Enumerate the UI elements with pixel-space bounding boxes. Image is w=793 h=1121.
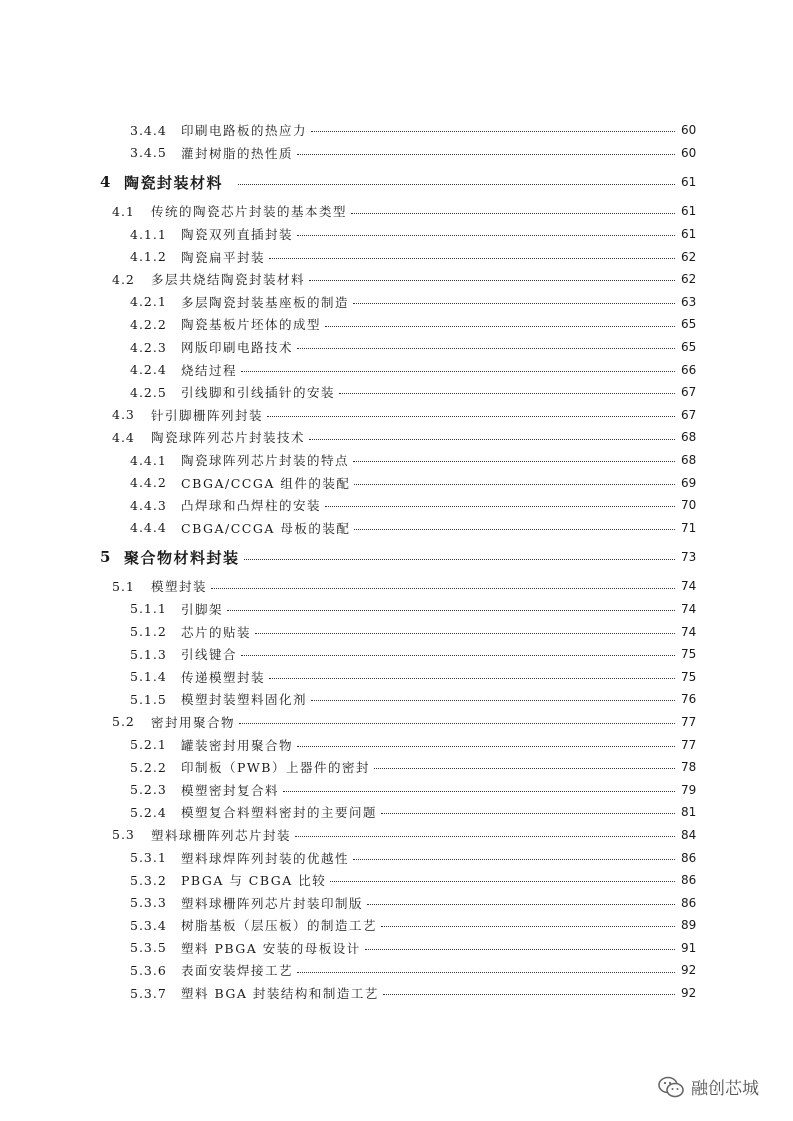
toc-entry-title: 陶瓷封装材料 <box>124 172 227 193</box>
toc-page-number: 79 <box>681 782 697 797</box>
toc-entry-row <box>0 846 793 869</box>
toc-entry-row <box>0 404 793 427</box>
toc-entry-row <box>0 643 793 666</box>
toc-page-number: 89 <box>681 918 697 933</box>
toc-entry-title: 陶瓷基板片坯体的成型 <box>181 315 325 333</box>
toc-page-number: 60 <box>681 145 697 160</box>
toc-chapter-row <box>0 539 793 575</box>
toc-entry-title: 表面安装焊接工艺 <box>181 961 297 979</box>
toc-entry-title: 芯片的贴装 <box>181 623 255 641</box>
toc-page-number: 78 <box>681 760 697 775</box>
toc-dot-leader <box>374 768 675 769</box>
toc-page-number: 84 <box>681 827 697 842</box>
toc-page-number: 86 <box>681 850 697 865</box>
toc-entry-number: 4.4.4 <box>130 520 167 536</box>
toc-entry-number: 5.2.4 <box>130 804 167 820</box>
toc-entry-title: 针引脚栅阵列封装 <box>151 406 267 424</box>
toc-entry-number: 5.1.4 <box>130 669 167 685</box>
toc-page-number: 67 <box>681 385 697 400</box>
toc-chapter-row <box>0 164 793 200</box>
toc-entry-title: 塑料球焊阵列封装的优越性 <box>181 849 353 867</box>
toc-entry-title: 陶瓷球阵列芯片封装技术 <box>151 428 309 446</box>
toc-entry-title: 罐装密封用聚合物 <box>181 736 297 754</box>
toc-entry-title: 塑料 BGA 封装结构和制造工艺 <box>181 984 383 1002</box>
toc-entry-number: 4.1.1 <box>130 226 167 242</box>
toc-page-number: 77 <box>681 737 697 752</box>
toc-entry-number: 5.3 <box>112 827 135 843</box>
toc-dot-leader <box>269 678 675 679</box>
toc-entry-title: 模塑复合料塑料密封的主要问题 <box>181 803 381 821</box>
toc-page-number: 66 <box>681 362 697 377</box>
toc-entry-number: 5.3.1 <box>130 850 167 866</box>
watermark-text: 融创芯城 <box>691 1079 759 1099</box>
toc-entry-number: 5.3.6 <box>130 962 167 978</box>
toc-entry-row <box>0 598 793 621</box>
toc-entry-title: 印制板（PWB）上器件的密封 <box>181 758 374 776</box>
toc-dot-leader <box>330 881 675 882</box>
toc-entry-row <box>0 982 793 1005</box>
toc-entry-row <box>0 801 793 824</box>
toc-page-number: 68 <box>681 430 697 445</box>
toc-dot-leader <box>241 655 675 656</box>
toc-entry-row <box>0 358 793 381</box>
toc-dot-leader <box>297 746 675 747</box>
toc-entry-title: 灌封树脂的热性质 <box>181 144 297 162</box>
toc-entry-number: 5.2.3 <box>130 782 167 798</box>
toc-entry-row <box>0 688 793 711</box>
toc-page-number: 69 <box>681 475 697 490</box>
toc-entry-row <box>0 426 793 449</box>
toc-dot-leader <box>354 529 675 530</box>
toc-entry-title: 陶瓷扁平封装 <box>181 248 269 266</box>
toc-entry-number: 5.1.2 <box>130 624 167 640</box>
toc-entry-row <box>0 291 793 314</box>
toc-entry-row <box>0 517 793 540</box>
toc-entry-row <box>0 711 793 734</box>
toc-page-number: 70 <box>681 498 697 513</box>
toc-dot-leader <box>241 371 675 372</box>
toc-dot-leader <box>311 131 675 132</box>
toc-dot-leader <box>255 633 675 634</box>
toc-entry-title: 模塑密封复合料 <box>181 781 283 799</box>
wechat-icon <box>657 1075 685 1099</box>
toc-page-number: 77 <box>681 714 697 729</box>
toc-dot-leader <box>227 610 675 611</box>
toc-entry-row <box>0 381 793 404</box>
toc-entry-row <box>0 937 793 960</box>
toc-entry-number: 5.3.5 <box>130 940 167 956</box>
toc-page-number: 60 <box>681 123 697 138</box>
toc-page-number: 62 <box>681 272 697 287</box>
toc-entry-number: 4.3 <box>112 407 135 423</box>
toc-entry-number: 4.4 <box>112 429 135 445</box>
toc-dot-leader <box>297 235 675 236</box>
toc-entry-title: CBGA/CCGA 母板的装配 <box>181 519 354 537</box>
toc-dot-leader <box>297 348 675 349</box>
toc-dot-leader <box>238 559 675 560</box>
toc-entry-row <box>0 142 793 165</box>
toc-entry-number: 4.2 <box>112 271 135 287</box>
toc-entry-title: CBGA/CCGA 组件的装配 <box>181 474 354 492</box>
toc-entry-title: 传递模塑封装 <box>181 668 269 686</box>
toc-dot-leader <box>351 213 675 214</box>
toc-entry-number: 3.4.5 <box>130 145 167 161</box>
toc-entry-title: 聚合物材料封装 <box>124 547 244 568</box>
toc-page-number: 61 <box>681 204 697 219</box>
toc-page-number: 67 <box>681 407 697 422</box>
toc-entry-number: 5.2 <box>112 714 135 730</box>
toc-dot-leader <box>381 926 675 927</box>
toc-entry-row <box>0 268 793 291</box>
toc-page-number: 62 <box>681 249 697 264</box>
toc-page-number: 86 <box>681 873 697 888</box>
toc-entry-title: 塑料球栅阵列芯片封装 <box>151 826 295 844</box>
toc-entry-row <box>0 620 793 643</box>
toc-entry-number: 5.3.3 <box>130 895 167 911</box>
toc-page-number: 92 <box>681 986 697 1001</box>
toc-entry-title: 烧结过程 <box>181 361 241 379</box>
toc-dot-leader <box>211 588 675 589</box>
toc-entry-title: 模塑封装 <box>151 577 211 595</box>
toc-entry-title: 网版印刷电路技术 <box>181 338 297 356</box>
toc-entry-title: 陶瓷双列直插封装 <box>181 225 297 243</box>
toc-dot-leader <box>297 972 675 973</box>
table-of-contents <box>0 119 793 1004</box>
toc-entry-number: 5.3.2 <box>130 872 167 888</box>
toc-entry-title: 引线键合 <box>181 645 241 663</box>
toc-entry-number: 5.3.4 <box>130 917 167 933</box>
toc-dot-leader <box>297 154 675 155</box>
toc-page-number: 86 <box>681 895 697 910</box>
toc-entry-row <box>0 336 793 359</box>
toc-entry-row <box>0 959 793 982</box>
toc-dot-leader <box>353 303 675 304</box>
toc-entry-row <box>0 733 793 756</box>
toc-entry-row <box>0 245 793 268</box>
toc-entry-number: 5.2.2 <box>130 759 167 775</box>
toc-entry-title: 印刷电路板的热应力 <box>181 121 311 139</box>
toc-dot-leader <box>383 994 675 995</box>
toc-page-number: 75 <box>681 669 697 684</box>
toc-entry-title: 陶瓷球阵列芯片封装的特点 <box>181 451 353 469</box>
toc-entry-number: 5.1.1 <box>130 601 167 617</box>
toc-entry-title: 塑料球栅阵列芯片封装印制版 <box>181 894 367 912</box>
toc-entry-row <box>0 824 793 847</box>
toc-entry-title: 树脂基板（层压板）的制造工艺 <box>181 916 381 934</box>
toc-entry-title: 凸焊球和凸焊柱的安装 <box>181 496 325 514</box>
toc-entry-row <box>0 575 793 598</box>
toc-entry-number: 4.1 <box>112 203 135 219</box>
toc-entry-title: 引脚架 <box>181 600 227 618</box>
toc-dot-leader <box>365 949 675 950</box>
toc-entry-number: 5.1 <box>112 578 135 594</box>
toc-entry-row <box>0 471 793 494</box>
toc-dot-leader <box>325 506 675 507</box>
toc-page-number: 61 <box>681 227 697 242</box>
toc-page-number: 74 <box>681 601 697 616</box>
toc-entry-row <box>0 223 793 246</box>
toc-dot-leader <box>309 280 675 281</box>
toc-entry-number: 4.2.5 <box>130 384 167 400</box>
toc-page-number: 71 <box>681 520 697 535</box>
toc-page-number: 75 <box>681 647 697 662</box>
toc-entry-row <box>0 313 793 336</box>
toc-entry-row <box>0 869 793 892</box>
toc-entry-title: 模塑封装塑料固化剂 <box>181 690 311 708</box>
toc-dot-leader <box>295 836 675 837</box>
toc-entry-title: PBGA 与 CBGA 比较 <box>181 871 330 889</box>
toc-entry-row <box>0 778 793 801</box>
toc-page-number: 81 <box>681 805 697 820</box>
toc-entry-row <box>0 200 793 223</box>
toc-entry-row <box>0 494 793 517</box>
toc-dot-leader <box>309 439 675 440</box>
toc-dot-leader <box>339 393 675 394</box>
toc-page-number: 76 <box>681 692 697 707</box>
toc-entry-number: 4.2.4 <box>130 362 167 378</box>
toc-page-number: 63 <box>681 294 697 309</box>
toc-entry-number: 4.2.3 <box>130 339 167 355</box>
toc-entry-row <box>0 891 793 914</box>
toc-dot-leader <box>311 700 675 701</box>
toc-entry-number: 4 <box>100 173 112 192</box>
toc-entry-title: 多层陶瓷封装基座板的制造 <box>181 293 353 311</box>
toc-entry-title: 传统的陶瓷芯片封装的基本类型 <box>151 202 351 220</box>
toc-entry-title: 多层共烧结陶瓷封装材料 <box>151 270 309 288</box>
toc-dot-leader <box>354 484 675 485</box>
toc-entry-number: 4.2.1 <box>130 294 167 310</box>
toc-entry-number: 4.4.2 <box>130 475 167 491</box>
toc-entry-title: 密封用聚合物 <box>151 713 239 731</box>
toc-dot-leader <box>367 904 675 905</box>
toc-dot-leader <box>283 791 675 792</box>
toc-entry-number: 5.1.5 <box>130 691 167 707</box>
toc-entry-row <box>0 756 793 779</box>
toc-page-number: 65 <box>681 340 697 355</box>
toc-entry-row <box>0 119 793 142</box>
toc-dot-leader <box>239 723 675 724</box>
toc-entry-row <box>0 449 793 472</box>
toc-page-number: 74 <box>681 624 697 639</box>
toc-entry-number: 5 <box>100 548 112 567</box>
toc-page-number: 74 <box>681 579 697 594</box>
toc-dot-leader <box>353 859 675 860</box>
toc-page-number: 68 <box>681 453 697 468</box>
toc-entry-number: 5.3.7 <box>130 985 167 1001</box>
toc-entry-row <box>0 665 793 688</box>
toc-page-number: 91 <box>681 940 697 955</box>
toc-entry-number: 4.4.3 <box>130 497 167 513</box>
toc-entry-title: 引线脚和引线插针的安装 <box>181 383 339 401</box>
toc-entry-number: 4.2.2 <box>130 316 167 332</box>
toc-entry-number: 5.2.1 <box>130 737 167 753</box>
toc-dot-leader <box>267 416 675 417</box>
toc-entry-title: 塑料 PBGA 安装的母板设计 <box>181 939 365 957</box>
toc-entry-number: 3.4.4 <box>130 122 167 138</box>
toc-page-number: 61 <box>681 175 697 190</box>
toc-entry-number: 4.4.1 <box>130 452 167 468</box>
toc-page-number: 65 <box>681 317 697 332</box>
watermark <box>657 1074 759 1099</box>
toc-entry-row <box>0 914 793 937</box>
toc-dot-leader <box>238 184 675 185</box>
toc-page-number: 73 <box>681 550 697 565</box>
toc-entry-number: 5.1.3 <box>130 646 167 662</box>
toc-entry-number: 4.1.2 <box>130 249 167 265</box>
toc-dot-leader <box>353 461 675 462</box>
toc-dot-leader <box>381 813 675 814</box>
toc-page-number: 92 <box>681 963 697 978</box>
toc-dot-leader <box>325 326 675 327</box>
toc-dot-leader <box>269 258 675 259</box>
